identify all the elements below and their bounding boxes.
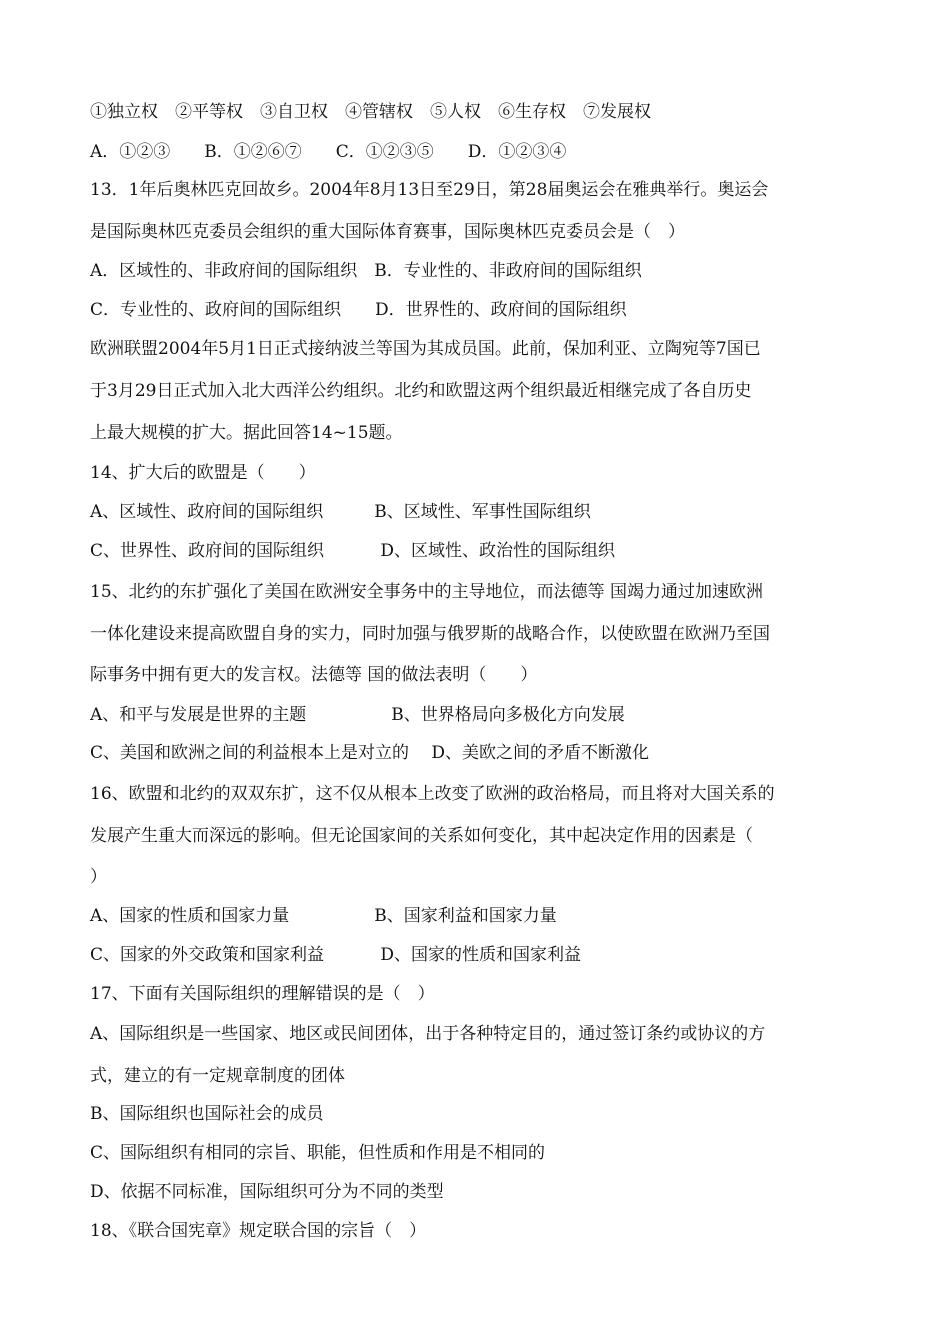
q13-text-line1: 13．1年后奥林匹克回故乡。2004年8月13日至29日，第28届奥运会在雅典举行。奥运会 xyxy=(90,180,769,200)
q15-options-cd: C、美国和欧洲之间的利益根本上是对立的 D、美欧之间的矛盾不断激化 xyxy=(90,743,650,763)
q16-text-line2: 发展产生重大而深远的影响。但无论国家间的关系如何变化，其中起决定作用的因素是（ xyxy=(90,826,753,846)
q17-option-a-line1: A、国际组织是一些国家、地区或民间团体，出于各种特定目的，通过签订条约或协议的方 xyxy=(90,1024,766,1044)
q14-options-cd: C、世界性、政府间的国际组织 D、区域性、政治性的国际组织 xyxy=(90,541,616,561)
q12-options: A．①②③ B．①②⑥⑦ C．①②③⑤ D．①②③④ xyxy=(90,142,567,162)
q17-text: 17、下面有关国际组织的理解错误的是（ ） xyxy=(90,984,435,1004)
rights-list: ①独立权 ②平等权 ③自卫权 ④管辖权 ⑤人权 ⑥生存权 ⑦发展权 xyxy=(90,102,651,122)
q13-text-line2: 是国际奥林匹克委员会组织的重大国际体育赛事，国际奥林匹克委员会是（ ） xyxy=(90,222,685,242)
passage-line1: 欧洲联盟2004年5月1日正式接纳波兰等国为其成员国。此前，保加利亚、立陶宛等7国已 xyxy=(90,339,761,359)
q14-options-ab: A、区域性、政府间的国际组织 B、区域性、军事性国际组织 xyxy=(90,502,591,522)
q18-text: 18、《联合国宪章》规定联合国的宗旨（ ） xyxy=(90,1221,427,1241)
q13-options-ab: A．区域性的、非政府间的国际组织 B．专业性的、非政府间的国际组织 xyxy=(90,261,642,281)
passage-line2: 于3月29日正式加入北大西洋公约组织。北约和欧盟这两个组织最近相继完成了各自历史 xyxy=(90,381,752,401)
q17-option-c: C、国际组织有相同的宗旨、职能，但性质和作用是不相同的 xyxy=(90,1143,546,1163)
q16-text-line1: 16、欧盟和北约的双双东扩，这不仅从根本上改变了欧洲的政治格局，而且将对大国关系的 xyxy=(90,784,775,804)
passage-line3: 上最大规模的扩大。据此回答14~15题。 xyxy=(90,423,403,443)
q15-text-line3: 际事务中拥有更大的发言权。法德等 国的做法表明（ ） xyxy=(90,665,538,685)
q14-text: 14、扩大后的欧盟是（ ） xyxy=(90,463,316,483)
q16-options-cd: C、国家的外交政策和国家利益 D、国家的性质和国家利益 xyxy=(90,945,582,965)
q15-text-line1: 15、北约的东扩强化了美国在欧洲安全事务中的主导地位，而法德等 国竭力通过加速欧洲 xyxy=(90,582,764,602)
q13-options-cd: C．专业性的、政府间的国际组织 D．世界性的、政府间的国际组织 xyxy=(90,300,627,320)
q17-option-b: B、国际组织也国际社会的成员 xyxy=(90,1104,324,1124)
q17-option-d: D、依据不同标准，国际组织可分为不同的类型 xyxy=(90,1182,444,1202)
q15-options-ab: A、和平与发展是世界的主题 B、世界格局向多极化方向发展 xyxy=(90,705,625,725)
q17-option-a-line2: 式，建立的有一定规章制度的团体 xyxy=(90,1066,345,1086)
q16-text-line3: ） xyxy=(90,867,107,887)
q16-options-ab: A、国家的性质和国家力量 B、国家利益和国家力量 xyxy=(90,906,557,926)
q15-text-line2: 一体化建设来提高欧盟自身的实力，同时加强与俄罗斯的战略合作，以使欧盟在欧洲乃至国 xyxy=(90,624,770,644)
